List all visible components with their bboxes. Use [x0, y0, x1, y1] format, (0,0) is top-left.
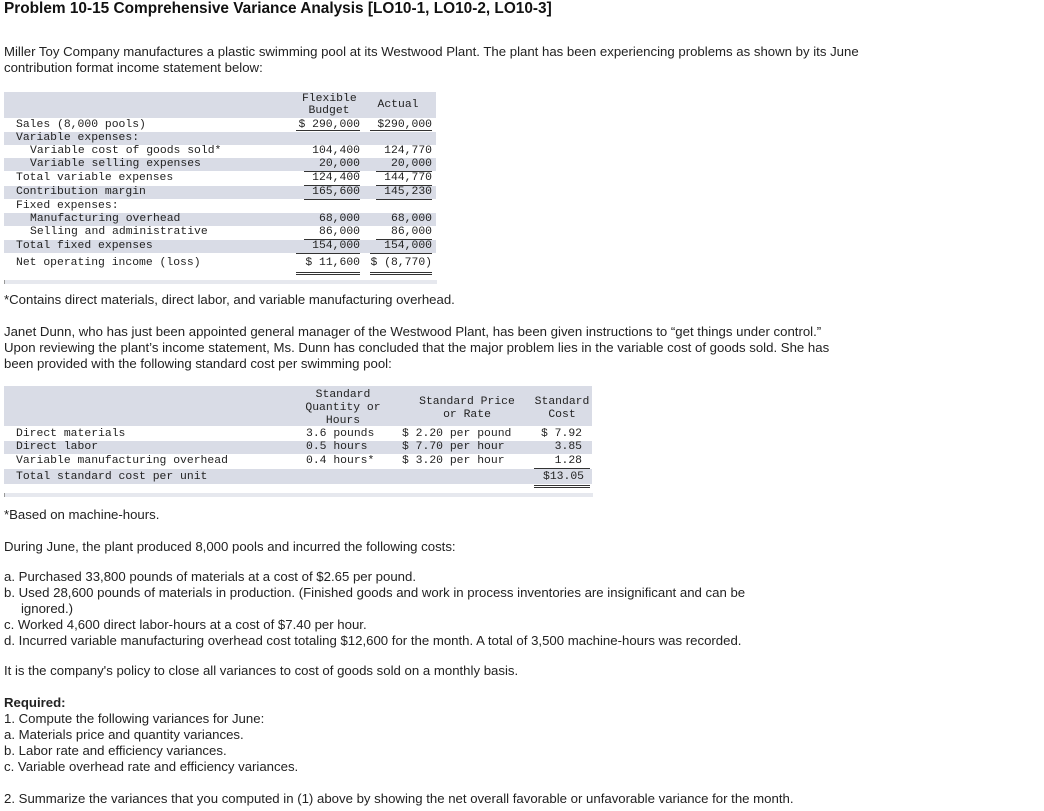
total-standard-cost: $13.05: [542, 471, 584, 483]
intro-paragraph: Miller Toy Company manufactures a plastic swimming pool at its Westwood Plant. The plant has been experiencing problems as shown by its June contribution format income statement below:: [4, 44, 859, 75]
col-header-budget: Budget: [308, 105, 350, 117]
col-header-std-qty-2: Quantity or: [305, 402, 381, 414]
double-rule: [370, 272, 432, 275]
actual-sales: $290,000: [377, 119, 432, 131]
row-label-total-fixed: Total fixed expenses: [16, 240, 153, 252]
actual-total-fixed: 154,000: [384, 240, 432, 252]
row-label-contribution-margin: Contribution margin: [16, 186, 146, 198]
manager-paragraph: Janet Dunn, who has just been appointed general manager of the Westwood Plant, has been given instructions to “get things under control.” Upon reviewing the plant’s income statement, Ms. Dunn has concluded that the major problem lies in the variable cost of goods sold. She has been provided with the following standard cost per swimming pool:: [4, 324, 830, 371]
cost-direct-labor: 3.85: [554, 441, 582, 453]
row-label-fixed-expenses: Fixed expenses:: [16, 200, 119, 212]
rule: [376, 199, 432, 200]
double-rule: [534, 485, 590, 488]
flex-sales: $ 290,000: [298, 119, 360, 131]
flex-total-fixed: 154,000: [312, 240, 360, 252]
required-section: [4, 695, 884, 775]
row-label-sales: Sales (8,000 pools): [16, 119, 146, 131]
flex-selling-admin: 86,000: [318, 226, 360, 238]
flex-variable-cogs: 104,400: [312, 145, 360, 157]
row-label-variable-overhead: Variable manufacturing overhead: [16, 455, 228, 467]
row-label-net-operating-income: Net operating income (loss): [16, 257, 201, 269]
income-footnote: *Contains direct materials, direct labor, and variable manufacturing overhead.: [4, 292, 455, 307]
cost-variable-overhead: 1.28: [554, 455, 582, 467]
actual-variable-selling: 20,000: [390, 158, 432, 170]
double-rule: [296, 272, 360, 275]
standard-cost-table: [4, 386, 592, 490]
col-header-std-qty-3: Hours: [325, 415, 361, 427]
required-heading: Required:: [4, 695, 66, 710]
table-end-bar: [4, 280, 437, 284]
required-line-1: 1. Compute the following variances for June:: [4, 711, 265, 726]
col-header-std-price-2: or Rate: [443, 409, 491, 421]
cost-item-b-continued: ignored.): [21, 601, 74, 616]
page-title: Problem 10-15 Comprehensive Variance Analysis [LO10-1, LO10-2, LO10-3]: [4, 0, 552, 17]
qty-direct-labor: 0.5 hours: [306, 441, 368, 453]
price-direct-labor: $ 7.70 per hour: [402, 441, 505, 453]
required-line-c: c. Variable overhead rate and efficiency variances.: [4, 759, 299, 774]
cost-item-a: a. Purchased 33,800 pounds of materials at a cost of $2.65 per pound.: [4, 569, 417, 584]
price-direct-materials: $ 2.20 per pound: [402, 428, 512, 440]
required-item-2: 2. Summarize the variances that you computed in (1) above by showing the net overall favorable or unfavorable variance for the month.: [4, 791, 794, 806]
col-header-std-cost-2: Cost: [548, 409, 576, 421]
row-label-total-variable: Total variable expenses: [16, 172, 174, 184]
row-label-variable-expenses: Variable expenses:: [16, 132, 140, 144]
required-line-a: a. Materials price and quantity variances.: [4, 727, 244, 742]
col-header-flexible: Flexible: [302, 93, 357, 105]
cost-item-c: c. Worked 4,600 direct labor-hours at a cost of $7.40 per hour.: [4, 617, 367, 632]
flex-contribution-margin: 165,600: [312, 186, 360, 198]
income-statement-table: [4, 92, 436, 276]
row-label-direct-labor: Direct labor: [16, 441, 99, 453]
rule: [296, 253, 360, 254]
table-header-band: [4, 92, 436, 118]
required-line-b: b. Labor rate and efficiency variances.: [4, 743, 227, 758]
actual-variable-cogs: 124,770: [384, 145, 432, 157]
rule: [370, 253, 432, 254]
cost-item-b: b. Used 28,600 pounds of materials in production. (Finished goods and work in process inventories are insignificant and can be: [4, 585, 746, 600]
flex-manufacturing-overhead: 68,000: [318, 213, 360, 225]
qty-direct-materials: 3.6 pounds: [306, 428, 375, 440]
cost-list: [4, 569, 884, 649]
row-label-selling-admin: Selling and administrative: [30, 226, 208, 238]
row-label-total-standard-cost: Total standard cost per unit: [16, 471, 208, 483]
row-label-variable-selling: Variable selling expenses: [30, 158, 201, 170]
col-header-std-qty-1: Standard: [315, 389, 371, 401]
rule: [304, 199, 360, 200]
actual-contribution-margin: 145,230: [384, 186, 432, 198]
table-end-bar: [4, 493, 593, 497]
row-label-variable-cogs: Variable cost of goods sold*: [30, 145, 222, 157]
flex-total-variable: 124,400: [312, 172, 360, 184]
actual-net-operating-income: $ (8,770): [370, 257, 432, 269]
col-header-actual: Actual: [377, 99, 419, 111]
policy-paragraph: It is the company's policy to close all variances to cost of goods sold on a monthly basis.: [4, 663, 519, 678]
flex-net-operating-income: $ 11,600: [305, 257, 360, 269]
price-variable-overhead: $ 3.20 per hour: [402, 455, 505, 467]
col-header-std-cost-1: Standard: [534, 396, 590, 408]
production-paragraph: During June, the plant produced 8,000 pools and incurred the following costs:: [4, 539, 456, 554]
row-label-direct-materials: Direct materials: [16, 428, 126, 440]
actual-selling-admin: 86,000: [390, 226, 432, 238]
standard-cost-footnote: *Based on machine-hours.: [4, 507, 160, 522]
actual-manufacturing-overhead: 68,000: [390, 213, 432, 225]
actual-total-variable: 144,770: [384, 172, 432, 184]
row-label-manufacturing-overhead: Manufacturing overhead: [30, 213, 181, 225]
col-header-std-price-1: Standard Price: [419, 396, 515, 408]
flex-variable-selling: 20,000: [318, 158, 360, 170]
cost-direct-materials: $ 7.92: [540, 428, 582, 440]
qty-variable-overhead: 0.4 hours*: [306, 455, 375, 467]
cost-item-d: d. Incurred variable manufacturing overhead cost totaling $12,600 for the month. A total of 3,500 machine-hours was recorded.: [4, 633, 742, 648]
